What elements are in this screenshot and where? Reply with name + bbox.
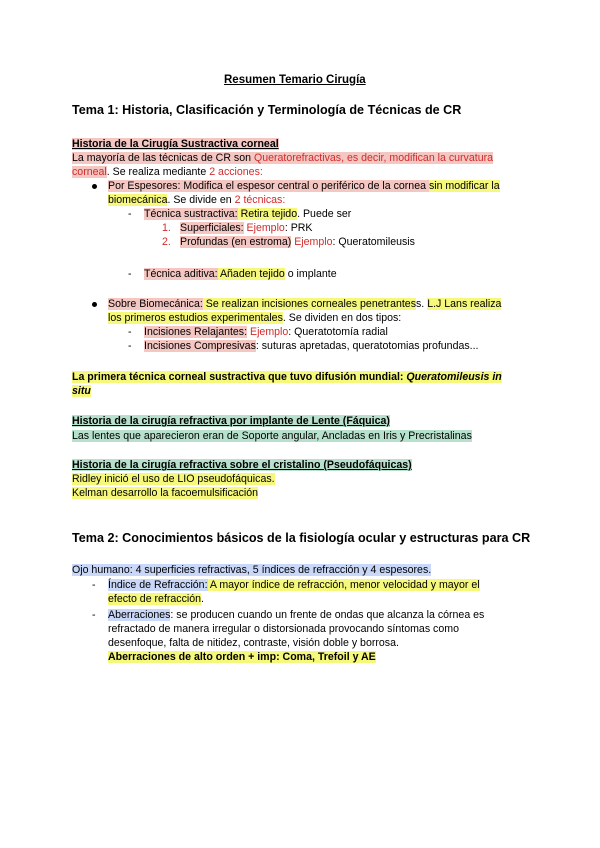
indice-refraccion-line1: Índice de Refracción: A mayor índice de refracción, menor velocidad y mayor el bbox=[108, 579, 480, 591]
dash-marker: - bbox=[128, 340, 132, 352]
aberraciones-line4: Aberraciones de alto orden + imp: Coma, Trefoil y AE bbox=[108, 651, 376, 663]
numbered-item-1: Superficiales: Ejemplo: PRK bbox=[180, 222, 313, 234]
primera-tecnica-line1: La primera técnica corneal sustractiva que tuvo difusión mundial: Queratomileusis in bbox=[72, 371, 502, 383]
indice-refraccion-line2: efecto de refracción. bbox=[108, 593, 204, 605]
sec1-paragraph-line1: La mayoría de las técnicas de CR son Queratorefractivas, es decir, modifican la curvatura bbox=[72, 152, 494, 164]
sec3-line1: Ridley inició el uso de LIO pseudofáquicas. bbox=[72, 473, 275, 485]
primera-tecnica-line2: situ bbox=[72, 385, 91, 397]
sec3-heading: Historia de la cirugía refractiva sobre el cristalino (Pseudofáquicas) bbox=[72, 459, 412, 471]
numbered-item-1-marker: 1. bbox=[162, 222, 171, 234]
dash-marker: - bbox=[92, 579, 96, 591]
incisiones-relajantes: Incisiones Relajantes: Ejemplo: Queratotomía radial bbox=[144, 326, 388, 338]
aberraciones-line3: desenfoque, falta de nitidez, contraste, visión doble y borrosa. bbox=[108, 637, 399, 649]
tema2-intro: Ojo humano: 4 superficies refractivas, 5 índices de refracción y 4 espesores. bbox=[72, 564, 432, 576]
dash-marker: - bbox=[92, 609, 96, 621]
tecnica-sustractiva: Técnica sustractiva: Retira tejido. Puede ser bbox=[144, 208, 352, 220]
numbered-item-2-marker: 2. bbox=[162, 236, 171, 248]
dash-marker: - bbox=[128, 326, 132, 338]
aberraciones-line2: refractado de manera irregular o distorsionada provocando síntomas como bbox=[108, 623, 459, 635]
sec1-paragraph-line2: corneal. Se realiza mediante 2 acciones: bbox=[72, 166, 263, 178]
tecnica-aditiva: Técnica aditiva: Añaden tejido o implante bbox=[144, 268, 337, 280]
bullet-biomecanica-line1: Sobre Biomecánica: Se realizan incisiones corneales penetrantess. L.J Lans realiza bbox=[108, 298, 502, 310]
incisiones-compresivas: Incisiones Compresivas: suturas apretadas, queratotomias profundas... bbox=[144, 340, 479, 352]
dash-marker: - bbox=[128, 208, 132, 220]
numbered-item-2: Profundas (en estroma) Ejemplo: Queratomileusis bbox=[180, 236, 415, 248]
bullet-espesores-line2: biomecánica. Se divide en 2 técnicas: bbox=[108, 194, 286, 206]
sec3-line2: Kelman desarrollo la facoemulsificación bbox=[72, 487, 259, 499]
sec2-heading: Historia de la cirugía refractiva por implante de Lente (Fáquica) bbox=[72, 415, 390, 427]
tema1-title: Tema 1: Historia, Clasificación y Terminología de Técnicas de CR bbox=[72, 103, 462, 117]
aberraciones-line1: Aberraciones: se producen cuando un frente de ondas que alcanza la córnea es bbox=[108, 609, 485, 621]
document-title: Resumen Temario Cirugía bbox=[224, 74, 366, 86]
dash-marker: - bbox=[128, 268, 132, 280]
bullet-biomecanica-line2: los primeros estudios experimentales. Se dividen en dos tipos: bbox=[108, 312, 402, 324]
sec1-heading: Historia de la Cirugía Sustractiva corneal bbox=[72, 138, 279, 150]
tema2-title: Tema 2: Conocimientos básicos de la fisiología ocular y estructuras para CR bbox=[72, 531, 531, 545]
sec2-text: Las lentes que aparecieron eran de Soporte angular, Ancladas en Iris y Precristalinas bbox=[72, 430, 472, 442]
bullet-espesores-line1: Por Espesores: Modifica el espesor central o periférico de la cornea sin modificar la bbox=[108, 180, 500, 192]
bullet-espesores bbox=[92, 184, 97, 189]
bullet-biomecanica bbox=[92, 302, 97, 307]
